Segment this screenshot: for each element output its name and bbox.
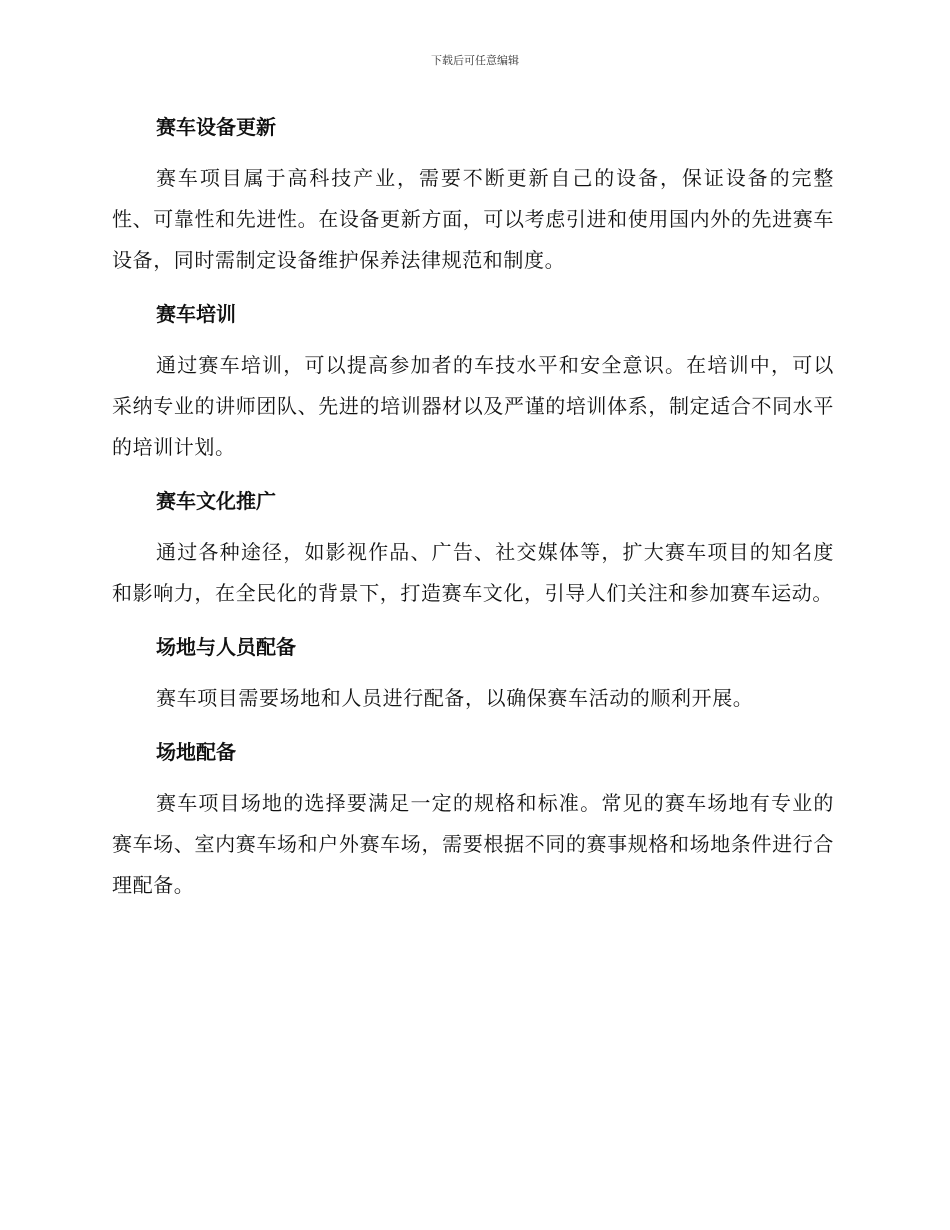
section-heading: 场地配备 bbox=[156, 740, 236, 764]
section-paragraph: 赛车项目场地的选择要满足一定的规格和标准。常见的赛车场地有专业的赛车场、室内赛车场和户外赛车场，需要根据不同的赛事规格和场地条件进行合理配备。 bbox=[112, 791, 834, 897]
page-header: 下载后可任意编辑 bbox=[431, 54, 519, 67]
section-heading: 场地与人员配备 bbox=[156, 635, 296, 659]
section-paragraph: 赛车项目需要场地和人员进行配备，以确保赛车活动的顺利开展。 bbox=[156, 686, 754, 710]
document-body bbox=[112, 108, 834, 920]
section-venue-staffing bbox=[112, 628, 834, 719]
section-equipment-update bbox=[112, 108, 834, 281]
section-heading: 赛车培训 bbox=[156, 302, 236, 326]
section-venue-allocation bbox=[112, 733, 834, 906]
section-paragraph: 赛车项目属于高科技产业，需要不断更新自己的设备，保证设备的完整性、可靠性和先进性。在设备更新方面，可以考虑引进和使用国内外的先进赛车设备，同时需制定设备维护保养法律规范和制度。 bbox=[112, 166, 834, 272]
section-paragraph: 通过各种途径，如影视作品、广告、社交媒体等，扩大赛车项目的知名度和影响力，在全民化的背景下，打造赛车文化，引导人们关注和参加赛车运动。 bbox=[112, 540, 834, 605]
section-training bbox=[112, 295, 834, 468]
section-heading: 赛车设备更新 bbox=[156, 115, 276, 139]
section-heading: 赛车文化推广 bbox=[156, 489, 276, 513]
section-paragraph: 通过赛车培训，可以提高参加者的车技水平和安全意识。在培训中，可以采纳专业的讲师团队、先进的培训器材以及严谨的培训体系，制定适合不同水平的培训计划。 bbox=[112, 353, 834, 459]
section-culture-promotion bbox=[112, 482, 834, 614]
